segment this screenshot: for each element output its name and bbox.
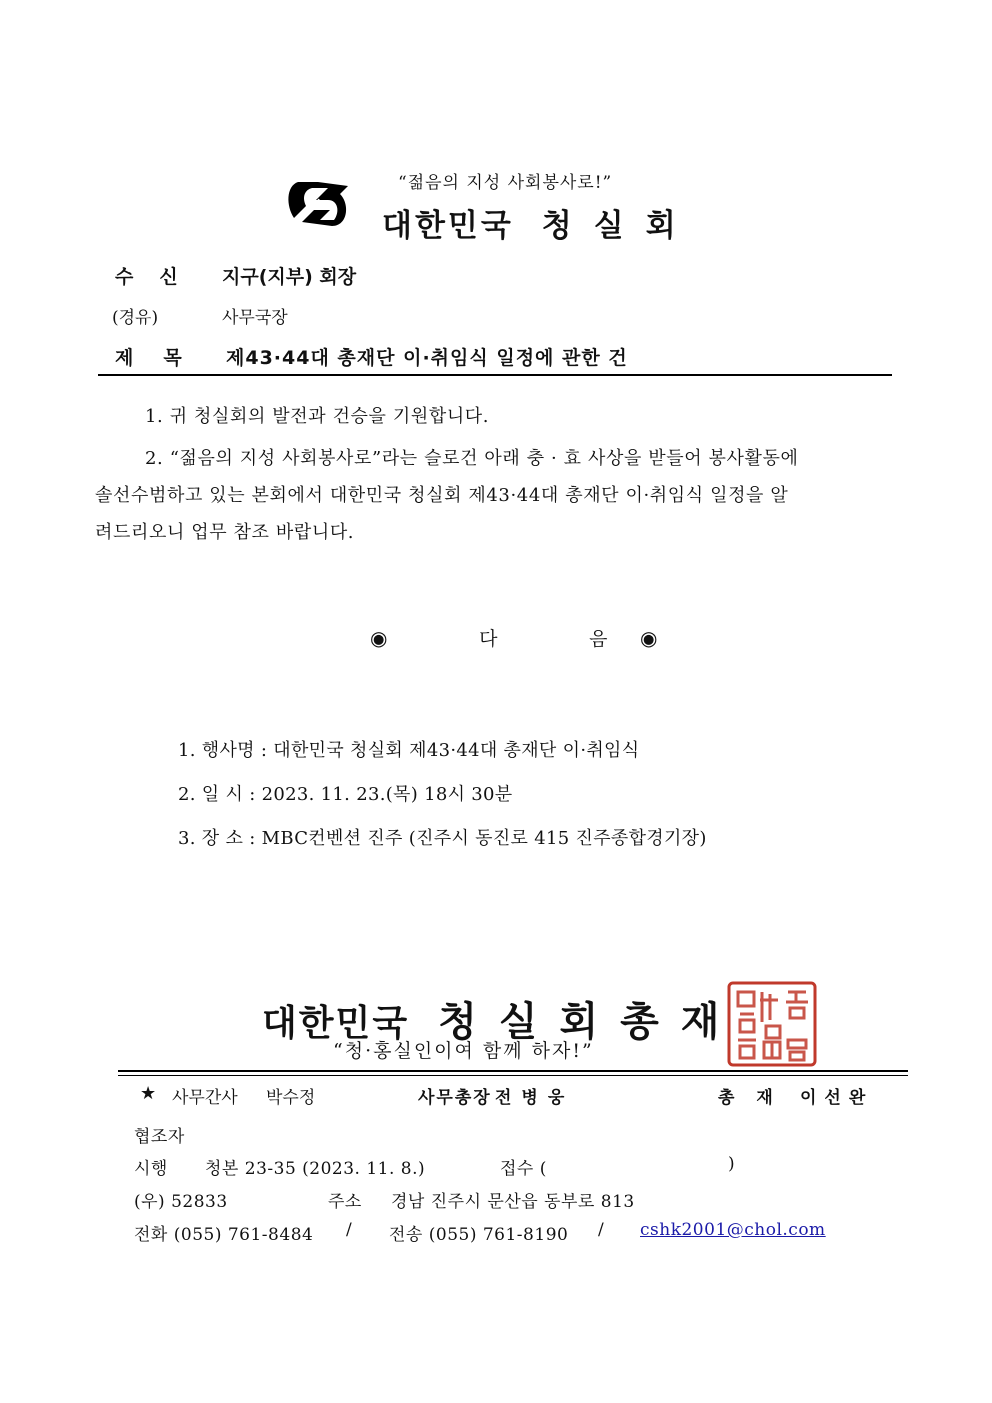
receipt-close: ): [728, 1154, 736, 1174]
president-label: 총재: [718, 1088, 795, 1108]
header-divider: [98, 374, 892, 376]
email-link[interactable]: cshk2001@chol.com: [640, 1220, 826, 1240]
org-title-name: 청실회: [541, 208, 698, 244]
bullet-icon: ◉: [370, 626, 388, 650]
separator: /: [346, 1220, 353, 1240]
notice-heading: [370, 624, 657, 651]
paragraph-2-line-1: 2. “젊음의 지성 사회봉사로”라는 슬로건 아래 충 · 효 사상을 받들어 봉사활동에: [145, 448, 799, 469]
enforcement-value: 청본 23-35 (2023. 11. 8.): [205, 1159, 426, 1179]
fax: 전송 (055) 761-8190: [389, 1225, 569, 1245]
telephone: 전화 (055) 761-8484: [134, 1225, 314, 1245]
via-value: 사무국장: [222, 308, 288, 328]
receipt-label: 접수 (: [500, 1159, 547, 1179]
notice-word-a: 다: [479, 628, 498, 650]
secretary-general-name: 전병웅: [495, 1088, 575, 1108]
footer-divider-thin: [118, 1075, 908, 1076]
address-value: 경남 진주시 문산읍 동부로 813: [391, 1192, 635, 1212]
postal-code: (우) 52833: [134, 1192, 228, 1212]
subject-value: 제43·44대 총재단 이·취임식 일정에 관한 건: [226, 347, 628, 369]
president-name: 이선완: [800, 1088, 874, 1108]
org-title: [382, 200, 698, 245]
notice-word-b: 음: [589, 628, 608, 650]
subject-label: 제목: [115, 347, 212, 369]
via-label: (경유): [112, 308, 159, 328]
org-logo-icon: [284, 176, 350, 232]
footer-divider: [118, 1070, 908, 1072]
list-item: 2. 일 시 : 2023. 11. 23.(목) 18시 30분: [178, 784, 513, 805]
secretary-name: 박수정: [266, 1088, 316, 1108]
address-label: 주소: [328, 1192, 362, 1212]
separator: /: [598, 1220, 605, 1240]
paragraph-2-line-2: 솔선수범하고 있는 본회에서 대한민국 청실회 제43·44대 총재단 이·취임식 일정을 알: [95, 485, 789, 506]
header-slogan: “젊음의 지성 사회봉사로!”: [398, 173, 613, 193]
footer-slogan: “청·홍실인이여 함께 하자!”: [333, 1040, 594, 1062]
org-title-country: 대한민국: [382, 208, 514, 244]
footer-title-name: 청실회총재: [438, 999, 742, 1045]
star-icon: ★: [140, 1083, 157, 1104]
paragraph-2-line-3: 려드리오니 업무 참조 바랍니다.: [95, 522, 355, 543]
list-item: 3. 장 소 : MBC컨벤션 진주 (진주시 동진로 415 진주종합경기장): [178, 828, 707, 849]
enforcement-label: 시행: [134, 1159, 168, 1179]
footer-title-country: 대한민국: [262, 1003, 410, 1044]
secretary-label: 사무간사: [172, 1088, 238, 1108]
recipient-value: 지구(지부) 회장: [222, 266, 357, 288]
bullet-icon: ◉: [640, 626, 658, 650]
official-seal-icon: [726, 980, 818, 1068]
recipient-label: 수신: [115, 266, 204, 288]
paragraph-1: 1. 귀 청실회의 발전과 건승을 기원합니다.: [145, 406, 490, 427]
secretary-general-label: 사무총장: [418, 1088, 492, 1108]
cooperator-label: 협조자: [134, 1127, 185, 1147]
list-item: 1. 행사명 : 대한민국 청실회 제43·44대 총재단 이·취임식: [178, 740, 640, 761]
